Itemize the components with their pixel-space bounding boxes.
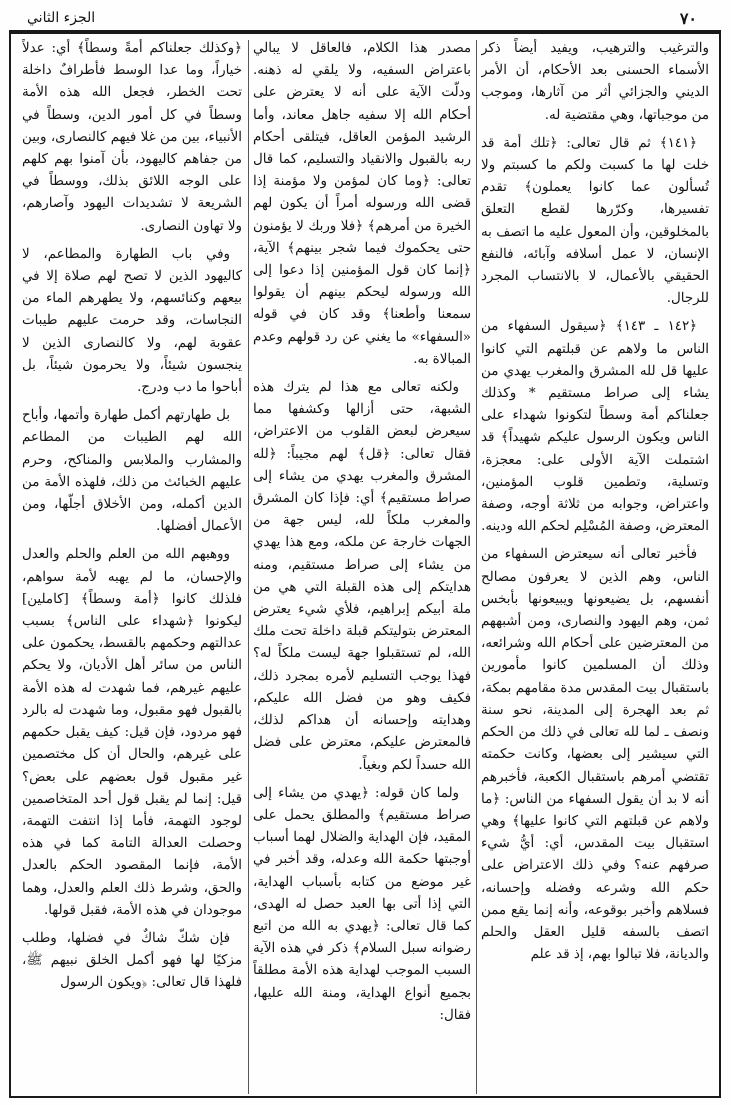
paragraph: مصدر هذا الكلام، فالعاقل لا يبالي باعتراض السفيه، ولا يلقي له ذهنه. ودلّت الآية على أنه لا يعترض على أحكام الله إلا سفيه جاهل معاند، وأما الرشيد المؤمن العاقل، فيتلقى أحكام ربه بالقبول والانقياد والتسليم، كما قال تعالى: ﴿وما كان لمؤمن ولا مؤمنة إذا قضى الله ورسوله أمراً أن يكون لهم الخيرة من أمرهم﴾ ﴿فلا وربك لا يؤمنون حتى يحكموك فيما شجر بينهم﴾ الآية، ﴿إنما كان قول المؤمنين إذا دعوا إلى الله ورسوله ليحكم بينهم أن يقولوا سمعنا وأطعنا﴾ وقد كان في قوله «السفهاء» ما يغني عن رد قولهم وعدم المبالاة به. bbox=[253, 41, 471, 367]
paragraph: فأخبر تعالى أنه سيعترض السفهاء من الناس، وهم الذين لا يعرفون مصالح أنفسهم، بل يضيعونها ويبيعونها بأبخس ثمن، وهم اليهود والنصارى، ومن أشبههم من المعترضين على أحكام الله وشرائعه، وذلك أن المسلمين كانوا مأمورين باستقبال بيت المقدس مدة مقامهم بمكة، ثم بعد الهجرة إلى المدينة، نحو سنة ونصف ـ لما لله تعالى في ذلك من الحكم التي سيشير إلى بعضها، وكانت حكمته تقتضي أمرهم باستقبال الكعبة، فأخبرهم أنه لا بد أن يقول السفهاء من الناس: ﴿ما ولاهم عن قبلتهم التي كانوا عليها﴾ وهي استقبال بيت المقدس، أي: أيُّ شيء صرفهم عنه؟ وفي ذلك الاعتراض على حكم الله وشرعه وفضله وإحسانه، فسلاهم وأخبر بوقوعه، وأنه إنما يقع ممن اتصف بالسفه قليل العقل والحلم والديانة، فلا تبالوا بهم، إذ قد علم bbox=[481, 547, 709, 963]
page-header bbox=[9, 4, 721, 32]
paragraph: ولكنه تعالى مع هذا لم يترك هذه الشبهة، حتى أزالها وكشفها مما سيعرض لبعض القلوب من الاعتراض، فقال تعالى: ﴿قل﴾ لهم مجيباً: ﴿لله المشرق والمغرب يهدي من يشاء إلى صراط مستقيم﴾ أي: فإذا كان المشرق والمغرب ملكاً لله، ليس جهة من الجهات خارجة عن ملكه، ومع هذا يهدي من يشاء إلى صراط مستقيم، ومنه هدايتكم إلى هذه القبلة التي هي من ملة أبيكم إبراهيم، فلأي شيء يعترض المعترض بتوليتكم قبلة داخلة تحت ملك الله، لم تستقبلوا جهة ليست ملكاً له؟ فهذا يوجب التسليم لأمره بمجرد ذلك، فكيف وهو من فضل الله عليكم، وهدايته وإحسانه أن هداكم لذلك، فالمعترض عليكم، معترض على فضل الله حسداً لكم وبغياً. bbox=[253, 380, 471, 773]
paragraph: وفي باب الطهارة والمطاعم، لا كاليهود الذين لا تصح لهم صلاة إلا في بيعهم وكنائسهم، ولا يطهرهم الماء من النجاسات، وقد حرمت عليهم طيبات عقوبة لهم، ولا كالنصارى الذين لا ينجسون شيئاً، ولا يحرمون شيئاً، بل أباحوا ما دب ودرج. bbox=[22, 246, 242, 396]
paragraph: ولما كان قوله: ﴿يهدي من يشاء إلى صراط مستقيم﴾ والمطلق يحمل على المقيد، فإن الهداية والضلال لهما أسباب أوجبتها حكمة الله وعدله، وقد أخبر في غير موضع من كتابه بأسباب الهداية، التي إذا أتى بها العبد حصل له الهدى، كما قال تعالى: ﴿يهدي به الله من اتبع رضوانه سبل السلام﴾ ذكر في هذه الآية السبب الموجب لهداية هذه الأمة مطلقاً بجميع أنواع الهداية، ومنة الله عليها، فقال: bbox=[253, 785, 471, 1023]
volume-label: الجزء الثاني bbox=[27, 10, 96, 26]
paragraph: ﴿١٤١﴾ ثم قال تعالى: ﴿تلك أمة قد خلت لها ما كسبت ولكم ما كسبتم ولا تُسألون عما كانوا يعملون﴾ تقدم تفسيرها، وكرّرها لقطع التعلق بالمخلوقين، وأن المعول عليه ما اتصف به الإنسان، لا عمل أسلافه وآبائه، فالنفع الحقيقي بالأعمال، لا بالانتساب المجرد للرجال. bbox=[481, 135, 709, 307]
paragraph: بل طهارتهم أكمل طهارة وأتمها، وأباح الله لهم الطيبات من المطاعم والمشارب والملابس والمناكح، وحرم عليهم الخبائث من ذلك، فلهذه الأمة من الدين أكمله، ومن الأخلاق أجلّها، ومن الأعمال أفضلها. bbox=[22, 408, 242, 535]
right-column bbox=[481, 38, 709, 1096]
page-number: ٧٠ bbox=[679, 8, 697, 28]
middle-column bbox=[253, 38, 471, 1096]
paragraph: ووهبهم الله من العلم والحلم والعدل والإحسان، ما لم يهبه لأمة سواهم، فلذلك كانوا ﴿أمة وسطاً﴾ [كاملين] ليكونوا ﴿شهداء على الناس﴾ بسبب عدالتهم وحكمهم بالقسط، يحكمون على الناس من سائر أهل الأديان، ولا يحكم عليهم غيرهم، فما شهدت له هذه الأمة بالقبول فهو مقبول، وما شهدت له بالرد فهو مردود، فإن قيل: كيف يقبل حكمهم على غيرهم، والحال أن كل مختصمين غير مقبول قول بعضهم على بعض؟ قيل: إنما لم يقبل قول أحد المتخاصمين لوجود التهمة، فأما إذا انتفت التهمة، وحصلت العدالة التامة كما في هذه الأمة، فإنما المقصود الحكم بالعدل والحق، وشرط ذلك العلم والعدل، وهما موجودان في هذه الأمة، فقبل قولها. bbox=[22, 547, 242, 918]
paragraph: ﴿١٤٢ ـ ١٤٣﴾ ﴿سيقول السفهاء من الناس ما ولاهم عن قبلتهم التي كانوا عليها قل لله المشرق والمغرب يهدي من يشاء إلى صراط مستقيم * وكذلك جعلناكم أمة وسطاً لتكونوا شهداء على الناس ويكون الرسول عليكم شهيداً﴾ قد اشتملت الآية الأولى على: معجزة، وتسلية، وتطمين قلوب المؤمنين، واعتراض، وجوابه من ثلاثة أوجه، وصفة المعترض، وصفة المُسْلِم لحكم الله ودينه. bbox=[481, 319, 709, 535]
paragraph: والترغيب والترهيب، ويفيد أيضاً ذكر الأسماء الحسنى بعد الأحكام، أن الأمر الديني والجزائي أثر من آثارها، وموجب من موجباتها، وهي مقتضية له. bbox=[481, 41, 709, 123]
paragraph: فإن شكّ شاكٌ في فضلها، وطلب مزكيًا لها فهو أكمل الخلق نبيهم ﷺ، فلهذا قال تعالى: ﴿ويكون الرسول bbox=[22, 930, 242, 991]
paragraph: ﴿وكذلك جعلناكم أمةً وسطاً﴾ أي: عدلاً خياراً، وما عدا الوسط فأطرافٌ داخلة تحت الخطر، فجعل الله هذه الأمة وسطاً في كل أمور الدين، وسطاً في الأنبياء، بين من غلا فيهم كالنصارى، وبين من جفاهم كاليهود، بأن آمنوا بهم كلهم على الوجه اللائق بذلك، ووسطاً في الشريعة لا تشديدات اليهود وآصارهم، ولا تهاون النصارى. bbox=[22, 41, 242, 234]
column-divider bbox=[248, 40, 249, 1094]
column-divider bbox=[476, 40, 477, 1094]
left-column bbox=[22, 38, 242, 1096]
